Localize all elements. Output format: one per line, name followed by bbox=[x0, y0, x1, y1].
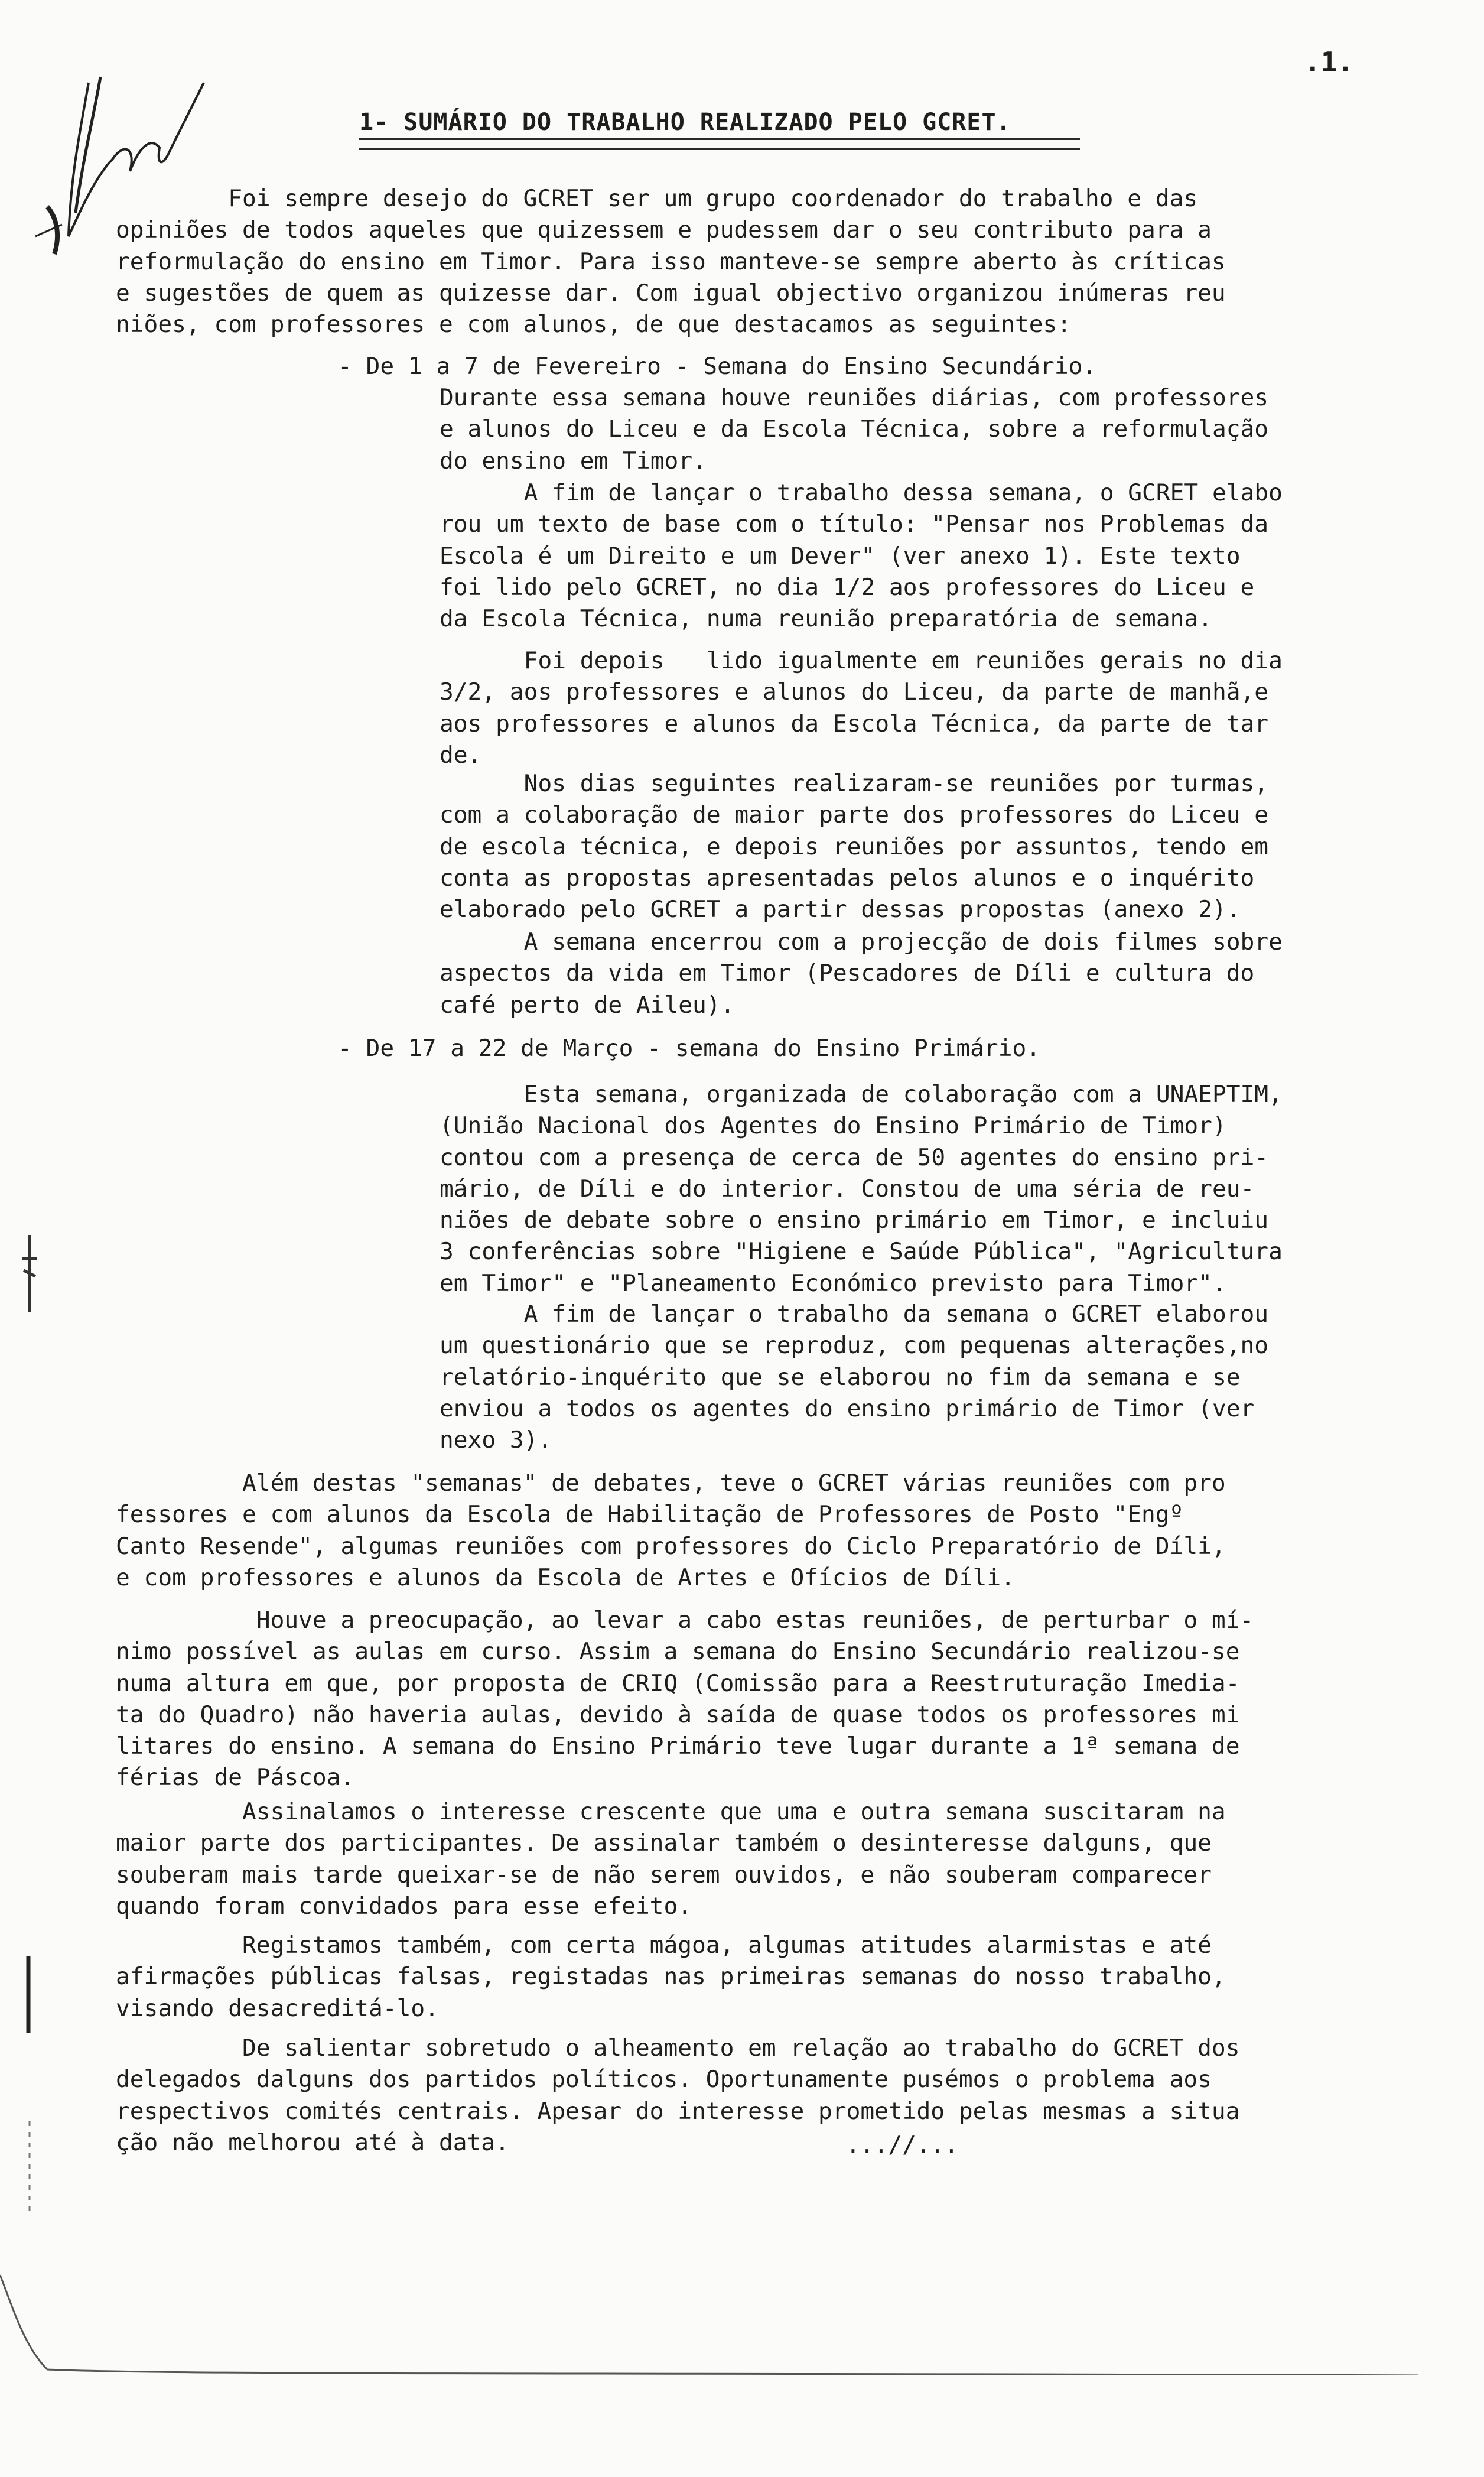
item-secondary-week-title: - De 1 a 7 de Fevereiro - Semana do Ensino Secundário. bbox=[338, 353, 1097, 380]
scan-edge-line bbox=[0, 2257, 1418, 2375]
paragraph-concern: Houve a preocupação, ao levar a cabo estas reuniões, de perturbar o mí- nimo possível as aulas em curso. Assim a semana do Ensino Secundário realizou-se numa altura em que, por proposta de CRIQ (Comissão para a Reestruturação Imedia- ta do Quadro) não haveria aulas, devido à saída de quase todos os professores mi litares do ensino. A semana do Ensino Primário teve lugar durante a 1ª semana de férias de Páscoa. bbox=[116, 1607, 1254, 1792]
paragraph-following-days: Nos dias seguintes realizaram-se reuniões por turmas, com a colaboração de maior parte dos professores do Liceu e de escola técnica, e depois reuniões por assuntos, tendo em conta as propostas apresentadas pelos alunos e o inquérito elaborado pelo GCRET a partir dessas propostas (anexo 2). bbox=[440, 770, 1269, 924]
paragraph-read-meetings: Foi depois lido igualmente em reuniões gerais no dia 3/2, aos professores e alunos do Liceu, da parte de manhã,e aos professores e alunos da Escola Técnica, da parte de tar de. bbox=[440, 647, 1283, 769]
item-primary-week-title: - De 17 a 22 de Março - semana do Ensino Primário. bbox=[338, 1035, 1041, 1062]
paragraph-primary-week: Esta semana, organizada de colaboração com a UNAEPTIM, (União Nacional dos Agentes do Ensino Primário de Timor) contou com a presença de cerca de 50 agentes do ensino pri- mário, de Díli e do interior. Constou de uma séria de reu- niões de debate sobre o ensino primário em Timor, e incluiu 3 conferências sobre "Higiene e Saúde Pública", "Agricultura em Timor" e "Planeamento Económico previsto para Timor". bbox=[440, 1081, 1283, 1297]
paragraph-other-meetings: Além destas "semanas" de debates, teve o GCRET várias reuniões com pro fessores e com alunos da Escola de Habilitação de Professores de Posto "Engº Canto Resende", algumas reuniões com professores do Ciclo Preparatório de Díli, e com professores e alunos da Escola de Artes e Ofícios de Díli. bbox=[116, 1470, 1226, 1591]
paragraph-base-text: A fim de lançar o trabalho dessa semana, o GCRET elabo rou um texto de base com o título: "Pensar nos Problemas da Escola é um Direito e um Dever" (ver anexo 1). Este texto foi lido pelo GCRET, no dia 1/2 aos professores do Liceu e da Escola Técnica, numa reunião preparatória de semana. bbox=[440, 479, 1283, 633]
scan-mark-2 bbox=[21, 1956, 35, 2033]
page-number: .1. bbox=[1304, 46, 1354, 78]
scan-mark-3 bbox=[24, 2121, 35, 2216]
scan-mark-1 bbox=[18, 1235, 41, 1312]
intro-paragraph: Foi sempre desejo do GCRET ser um grupo coordenador do trabalho e das opiniões de todos aqueles que quizessem e pudessem dar o seu contributo para a reformulação do ensino em Timor. Para isso manteve-se sempre aberto às críticas e sugestões de quem as quizesse dar. Com igual objectivo organizou inúmeras reu niões, com professores e com alunos, de que destacamos as seguintes: bbox=[116, 185, 1226, 339]
section-heading: 1- SUMÁRIO DO TRABALHO REALIZADO PELO GCRET. bbox=[359, 109, 1011, 136]
heading-double-underline bbox=[359, 138, 1080, 150]
item-secondary-week-body: Durante essa semana houve reuniões diárias, com professores e alunos do Liceu e da Escola Técnica, sobre a reformulação do ensino em Timor. bbox=[440, 384, 1269, 474]
paragraph-alarmist: Registamos também, com certa mágoa, algumas atitudes alarmistas e até afirmações públicas falsas, registadas nas primeiras semanas do nosso trabalho, visando desacreditá-lo. bbox=[116, 1932, 1226, 2022]
paragraph-political-parties: De salientar sobretudo o alheamento em relação ao trabalho do GCRET dos delegados dalguns dos partidos políticos. Oportunamente pusémos o problema aos respectivos comités centrais. Apesar do interesse prometido pelas mesmas a situa ção não melhorou até à data. bbox=[116, 2034, 1240, 2156]
paragraph-interest: Assinalamos o interesse crescente que uma e outra semana suscitaram na maior parte dos participantes. De assinalar também o desinteresse dalguns, que souberam mais tarde queixar-se de não serem ouvidos, e não souberam comparecer quando foram convidados para esse efeito. bbox=[116, 1798, 1226, 1920]
paragraph-questionnaire: A fim de lançar o trabalho da semana o GCRET elaborou um questionário que se reproduz, com pequenas alterações,no relatório-inquérito que se elaborou no fim da semana e se enviou a todos os agentes do ensino primário de Timor (ver nexo 3). bbox=[440, 1301, 1269, 1454]
continuation-marker: ...//... bbox=[846, 2131, 959, 2159]
paragraph-week-closing: A semana encerrou com a projecção de dois filmes sobre aspectos da vida em Timor (Pescadores de Díli e cultura do café perto de Aileu). bbox=[440, 928, 1283, 1019]
